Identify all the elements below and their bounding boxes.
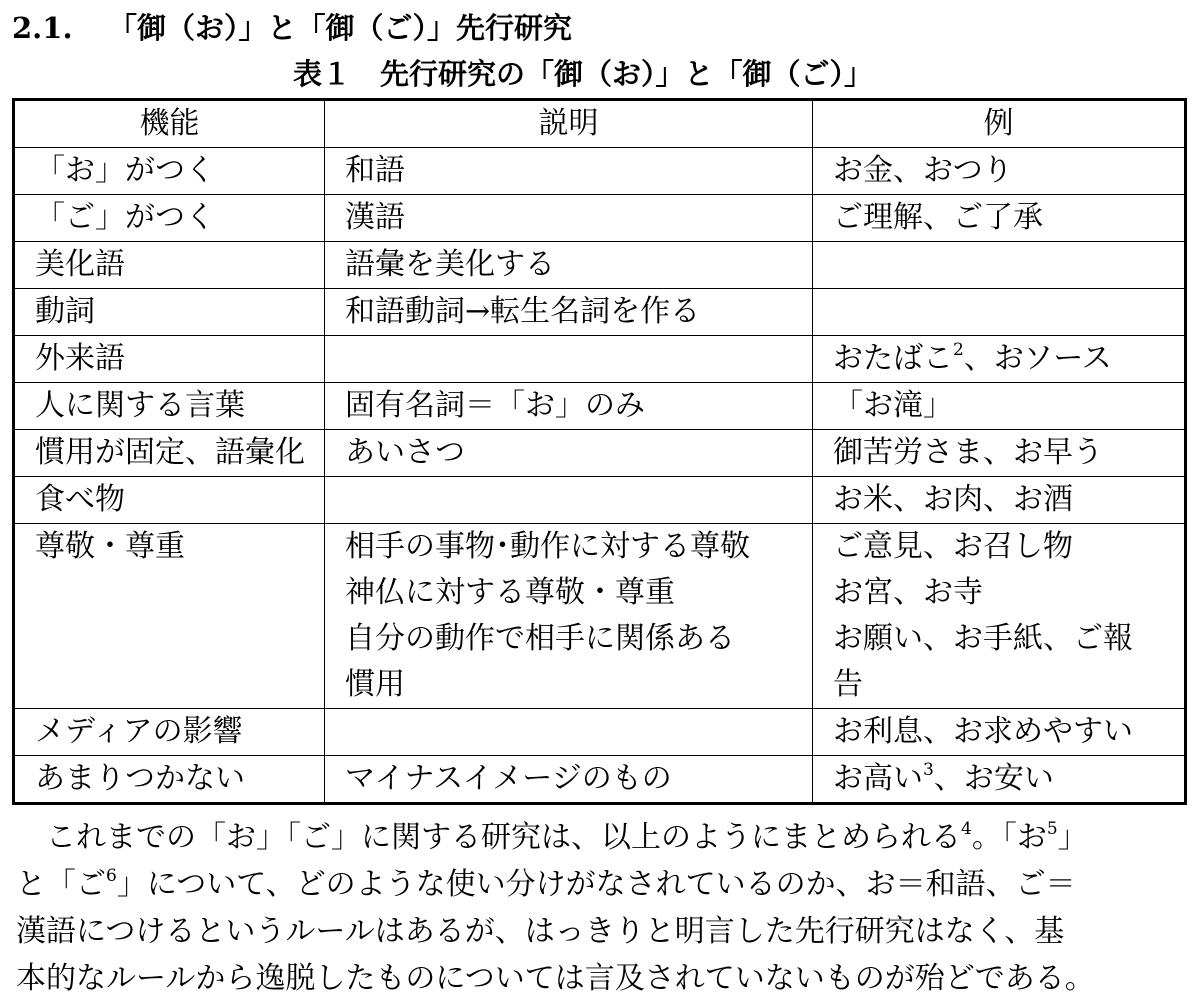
cell-function: 人に関する言葉 [14, 383, 325, 430]
cell-description: 語彙を美化する [325, 242, 813, 289]
paragraph-line [16, 861, 1186, 908]
description-line: 自分の動作で相手に関係ある [345, 621, 735, 656]
cell-examples: 「お滝」 [813, 383, 1186, 430]
column-header-examples: 例 [813, 100, 1186, 148]
cell-function: 外来語 [14, 336, 325, 383]
cell-function: 動詞 [14, 289, 325, 336]
text-run: 」 [1057, 820, 1088, 855]
example-text: お高い [833, 761, 923, 796]
description-line: 神仏に対する尊敬・尊重 [345, 575, 675, 610]
cell-function: 慣用が固定、語彙化 [14, 430, 325, 477]
cell-examples: お利息、お求めやすい [813, 709, 1186, 756]
cell-examples: ご理解、ご了承 [813, 195, 1186, 242]
cell-function: 美化語 [14, 242, 325, 289]
cell-function: あまりつかない [14, 756, 325, 804]
table-row [14, 524, 1186, 709]
example-text: おたばこ [833, 341, 953, 376]
cell-description [325, 709, 813, 756]
cell-examples [813, 336, 1186, 383]
section-title: 「御（お）」と「御（ご）」先行研究 [108, 11, 573, 45]
paragraph-line [16, 814, 1186, 861]
table-row [14, 242, 1186, 289]
footnote-marker: 6 [106, 866, 117, 886]
cell-examples: 御苦労さま、お早う [813, 430, 1186, 477]
table-row [14, 195, 1186, 242]
cell-function: 食べ物 [14, 477, 325, 524]
description-line: 相手の事物･動作に対する尊敬 [345, 529, 750, 564]
section-number: 2.1. [12, 11, 73, 45]
table-caption: 表１ 先行研究の「御（お）」と「御（ご）」 [292, 57, 873, 91]
table-row [14, 709, 1186, 756]
cell-description: マイナスイメージのもの [325, 756, 813, 804]
table-row [14, 336, 1186, 383]
cell-function: メディアの影響 [14, 709, 325, 756]
cell-description [325, 477, 813, 524]
paragraph-line: 本的なルールから逸脱したものについては言及されていないものが殆どである。 [16, 961, 1095, 996]
cell-examples [813, 289, 1186, 336]
table-row [14, 756, 1186, 804]
example-line: お宮、お寺 [833, 575, 983, 610]
cell-function: 尊敬・尊重 [14, 524, 325, 709]
example-line: お願い、お手紙、ご報 [833, 621, 1133, 656]
cell-examples [813, 242, 1186, 289]
table-container [12, 98, 1187, 805]
cell-description: あいさつ [325, 430, 813, 477]
cell-function: 「お」がつく [14, 148, 325, 195]
cell-function: 「ご」がつく [14, 195, 325, 242]
table-row [14, 430, 1186, 477]
text-run: と「ご [16, 867, 106, 902]
cell-description: 和語 [325, 148, 813, 195]
text-run: 」について、どのような使い分けがなされているのか、お＝和語、ご＝ [116, 867, 1076, 902]
column-header-function: 機能 [14, 100, 325, 148]
cell-description: 和語動詞→転生名詞を作る [325, 289, 813, 336]
text-run: これまでの「お」「ご」に関する研究は、以上のようにまとめられる [16, 820, 961, 855]
cell-examples: お米、お肉、お酒 [813, 477, 1186, 524]
table-row [14, 477, 1186, 524]
cell-examples [813, 756, 1186, 804]
description-line: 慣用 [345, 667, 405, 702]
text-run: 。「お [971, 820, 1047, 855]
footnote-marker: 4 [961, 819, 972, 839]
table-row [14, 289, 1186, 336]
footnote-marker: 3 [923, 760, 934, 780]
cell-examples [813, 524, 1186, 709]
column-header-description: 説明 [325, 100, 813, 148]
section-heading [12, 8, 572, 48]
example-text: 、おソース [963, 341, 1112, 376]
cell-description: 漢語 [325, 195, 813, 242]
footnote-marker: 5 [1046, 819, 1058, 839]
example-line: ご意見、お召し物 [833, 529, 1073, 564]
example-text: 、お安い [933, 761, 1054, 796]
prior-research-table [12, 98, 1187, 805]
footnote-marker: 2 [953, 340, 964, 360]
table-row [14, 383, 1186, 430]
body-paragraph [16, 814, 1186, 1002]
paragraph-line: 漢語につけるというルールはあるが、はっきりと明言した先行研究はなく、基 [16, 914, 1065, 949]
table-row [14, 148, 1186, 195]
cell-description [325, 336, 813, 383]
example-line: 告 [833, 667, 863, 702]
cell-description: 固有名詞＝「お」のみ [325, 383, 813, 430]
cell-examples: お金、おつり [813, 148, 1186, 195]
cell-description [325, 524, 813, 709]
table-header-row [14, 100, 1186, 148]
